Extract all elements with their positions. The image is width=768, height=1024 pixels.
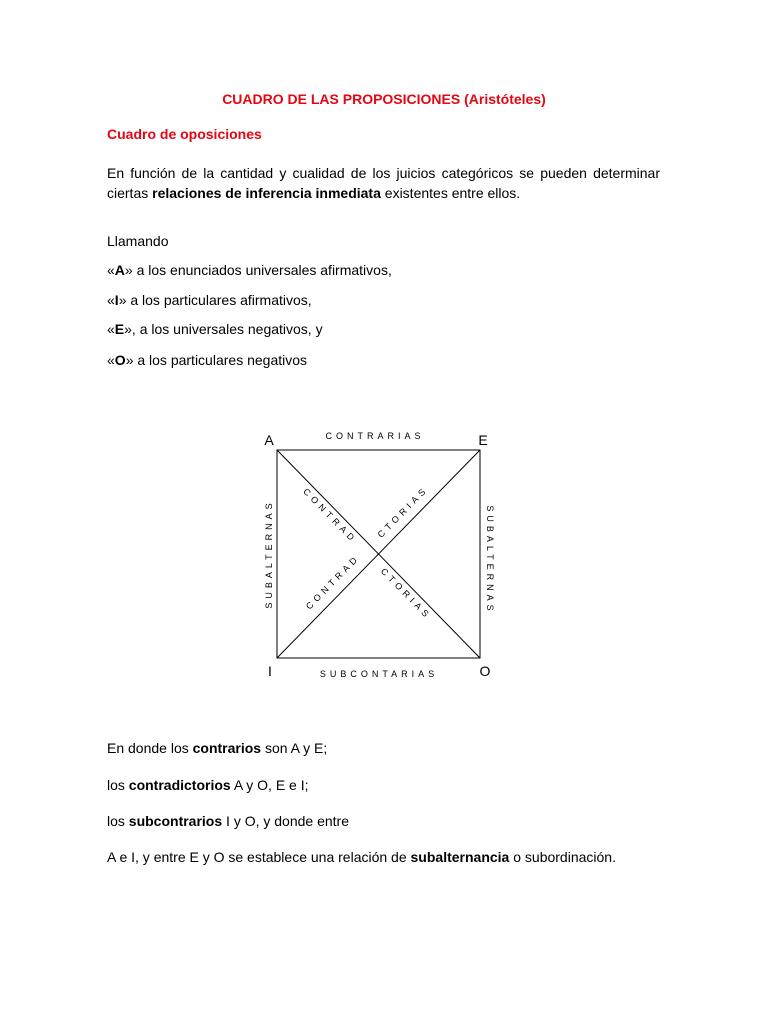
naming-item-e: «E», a los universales negativos, y xyxy=(107,321,323,337)
naming-item-a: «A» a los enunciados universales afirmativos, xyxy=(107,262,392,278)
diagonal-a-o-label-2: CTORIAS xyxy=(378,566,434,622)
left-label-subalternas: SUBALTERNAS xyxy=(264,499,274,609)
conclusion-line-4: A e I, y entre E y O se establece una relación de subalternancia o subordinación. xyxy=(107,849,616,865)
corner-i-label: I xyxy=(268,663,272,679)
conclusion-line-1: En donde los contrarios son A y E; xyxy=(107,740,328,756)
right-label-subalternas: SUBALTERNAS xyxy=(485,505,495,615)
top-label-contrarias: CONTRARIAS xyxy=(325,431,425,441)
naming-item-o: «O» a los particulares negativos xyxy=(107,352,308,368)
intro-text-1: En función de la cantidad y cualidad de los juicios categóricos se pueden determinar ciertas xyxy=(107,165,660,201)
corner-e-label: E xyxy=(478,432,488,448)
diagonal-i-e-label-2: CTORIAS xyxy=(375,484,431,540)
naming-lead: Llamando xyxy=(107,233,169,249)
naming-item-i: «I» a los particulares afirmativos, xyxy=(107,292,312,308)
diagonal-a-o-label-1: CONTRAD xyxy=(301,486,360,546)
intro-text-2: existentes entre ellos. xyxy=(380,185,521,201)
intro-paragraph xyxy=(107,163,660,203)
intro-bold: relaciones de inferencia inmediata xyxy=(152,185,381,201)
section-subtitle: Cuadro de oposiciones xyxy=(107,126,262,142)
diagonal-i-e-label-1: CONTRAD xyxy=(303,552,362,612)
corner-a-label: A xyxy=(264,432,274,448)
corner-o-label: O xyxy=(479,663,491,679)
square-of-opposition-diagram xyxy=(250,420,510,690)
page-title: CUADRO DE LAS PROPOSICIONES (Aristóteles) xyxy=(222,91,546,107)
conclusion-line-3: los subcontrarios I y O, y donde entre xyxy=(107,813,350,829)
bottom-label-subcontarias: SUBCONTARIAS xyxy=(319,669,439,679)
conclusion-line-2: los contradictorios A y O, E e I; xyxy=(107,777,309,793)
